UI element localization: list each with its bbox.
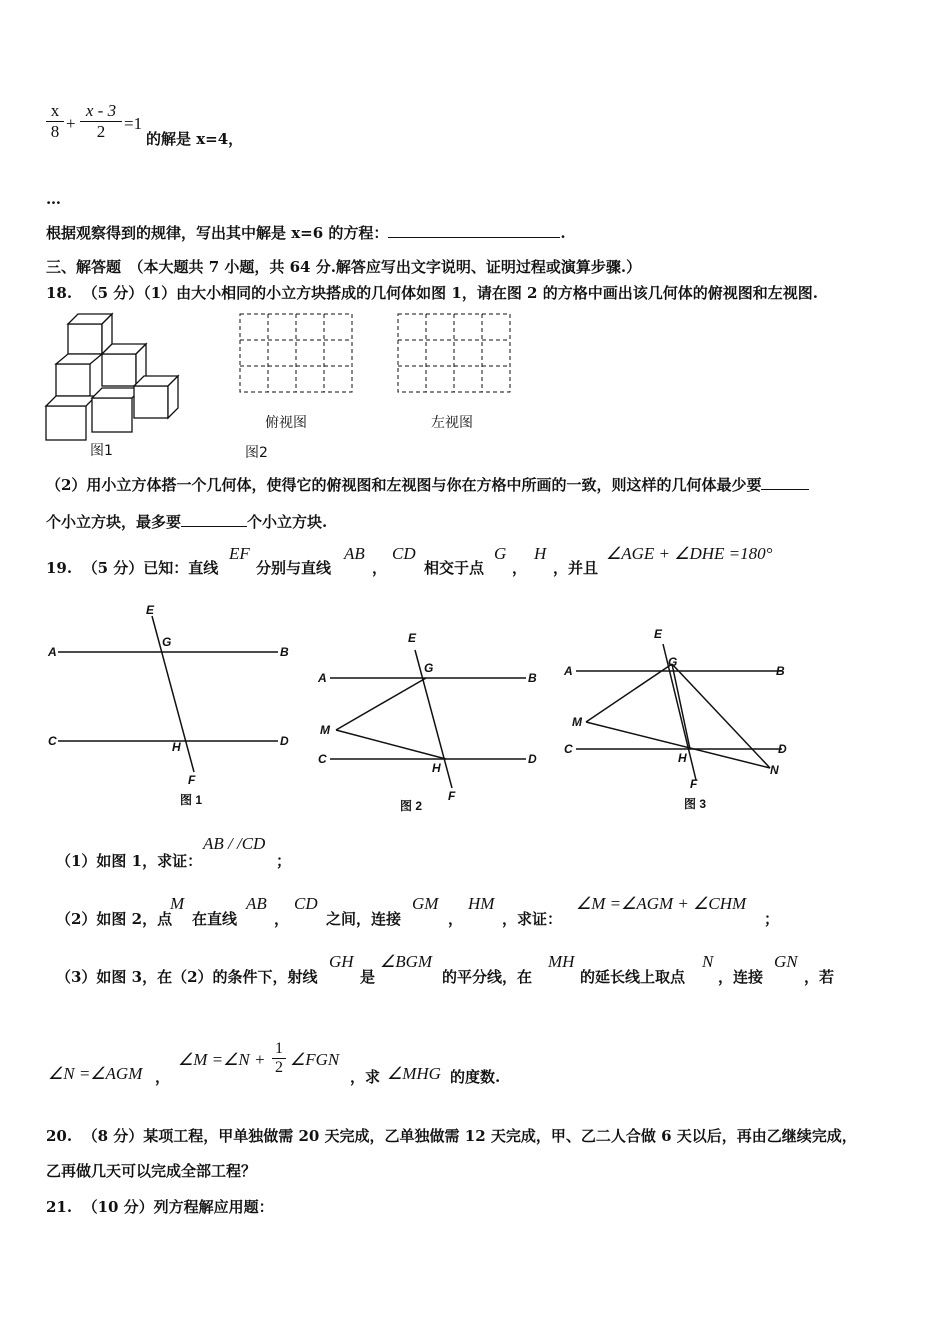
- equals-one: =1: [124, 114, 143, 133]
- answer-blank[interactable]: [388, 237, 560, 238]
- svg-text:A: A: [48, 645, 57, 659]
- fig1-label: 图1: [90, 443, 113, 459]
- math-GH: GH: [329, 952, 354, 971]
- math-MH: MH: [548, 952, 575, 971]
- q19-text: 在直线: [192, 910, 238, 928]
- fig3-caption: 图 3: [684, 797, 707, 811]
- q19-text: ，并且: [553, 559, 599, 577]
- comma: ，: [155, 1068, 171, 1086]
- svg-text:C: C: [318, 752, 327, 766]
- math-EF: EF: [229, 544, 250, 563]
- q18-part2-line1: （2）用小立方体搭一个几何体，使得它的俯视图和左视图与你在方格中所画的一致，则这样的几何体最少要: [46, 474, 809, 495]
- q18-part2-line2: 个小立方块，最多要 个小立方块.: [46, 513, 328, 531]
- svg-text:B: B: [528, 671, 537, 685]
- svg-text:M: M: [572, 715, 582, 729]
- q19-figures: [40, 600, 920, 815]
- svg-text:G: G: [424, 661, 434, 675]
- q19-text: 是: [360, 968, 376, 986]
- math-N-eq-AGM: ∠N =∠AGM: [48, 1064, 143, 1083]
- cube: [92, 398, 132, 432]
- svg-text:F: F: [448, 789, 456, 803]
- svg-text:M: M: [320, 723, 330, 737]
- rule-line: 根据观察得到的规律，写出其中解是 x=6 的方程： .: [46, 224, 566, 242]
- q20-line2: 乙再做几天可以完成全部工程？: [46, 1162, 257, 1180]
- comma: ，: [372, 559, 388, 577]
- fraction-x-over-8: $\frac{x}{8}$: [46, 101, 64, 142]
- fig2-label: 图2: [245, 445, 268, 461]
- math-CD: CD: [294, 894, 318, 913]
- svg-text:B: B: [280, 645, 289, 659]
- math-angle-sum: ∠M =∠AGM + ∠CHM: [576, 894, 747, 913]
- svg-text:F: F: [188, 773, 196, 787]
- q19-text: ，若: [804, 968, 835, 986]
- max-blank[interactable]: [181, 526, 247, 527]
- math-G: G: [494, 544, 507, 563]
- cube: [56, 354, 102, 364]
- cube: [46, 406, 86, 440]
- svg-text:A: A: [564, 664, 573, 678]
- math-CD: CD: [392, 544, 416, 563]
- svg-text:H: H: [678, 751, 687, 765]
- svg-text:E: E: [146, 603, 155, 617]
- cube-figure: [40, 308, 190, 448]
- ellipsis: …: [46, 190, 61, 208]
- math-condition: ∠AGE + ∠DHE =180°: [606, 544, 773, 563]
- math-angle-FGN: ∠FGN: [290, 1050, 340, 1069]
- math-AB: AB: [246, 894, 267, 913]
- svg-text:E: E: [408, 631, 417, 645]
- svg-text:H: H: [432, 761, 441, 775]
- svg-text:G: G: [162, 635, 172, 649]
- q21: 21. （10 分）列方程解应用题：: [46, 1198, 274, 1216]
- q19-number: 19. （5 分）已知：直线: [46, 559, 219, 577]
- min-blank[interactable]: [761, 489, 809, 490]
- math-AB: AB: [344, 544, 365, 563]
- math-GM: GM: [412, 894, 439, 913]
- q19-text: 的度数.: [450, 1068, 501, 1086]
- q18-part1: 18. （5 分）（1）由大小相同的小立方块搭成的几何体如图 1，请在图 2 的方格中画出该几何体的俯视图和左视图.: [46, 284, 818, 302]
- math-M: M: [170, 894, 185, 913]
- q19-text: 相交于点: [424, 559, 485, 577]
- svg-text:E: E: [654, 627, 663, 641]
- math-angle-MHG: ∠MHG: [387, 1064, 441, 1083]
- q20-line1: 20. （8 分）某项工程，甲单独做需 20 天完成，乙单独做需 12 天完成，甲、乙二人合做 6 天以后，再由乙继续完成，: [46, 1127, 857, 1145]
- q19-part2: （2）如图 2，点: [56, 910, 173, 928]
- section-heading: 三、解答题 （本大题共 7 小题，共 64 分.解答应写出文字说明、证明过程或演算步骤.）: [46, 258, 642, 276]
- q19-text: 的延长线上取点: [580, 968, 686, 986]
- svg-text:N: N: [770, 763, 779, 777]
- cube: [134, 386, 168, 418]
- top-view-grid[interactable]: [238, 312, 358, 396]
- svg-text:D: D: [778, 742, 787, 756]
- comma: ，: [448, 910, 464, 928]
- q19-part3: （3）如图 3，在（2）的条件下，射线: [56, 968, 318, 986]
- fig2-caption: 图 2: [400, 799, 423, 813]
- math-AB-parallel-CD: AB / /CD: [203, 834, 266, 853]
- math-M-eq-N: ∠M =∠N +: [178, 1050, 266, 1069]
- top-view-label: 俯视图: [265, 415, 307, 431]
- svg-text:F: F: [690, 777, 698, 791]
- solution-text: 的解是 x=4，: [146, 130, 244, 148]
- svg-text:D: D: [280, 734, 289, 748]
- plus-sign: +: [66, 114, 76, 133]
- comma: ，: [512, 559, 528, 577]
- svg-text:C: C: [48, 734, 57, 748]
- svg-text:G: G: [668, 655, 678, 669]
- q19-text: 之间，连接: [326, 910, 402, 928]
- math-N: N: [702, 952, 714, 971]
- svg-text:D: D: [528, 752, 537, 766]
- cube: [56, 364, 90, 396]
- q19-text: ，求证：: [502, 910, 563, 928]
- math-angle-BGM: ∠BGM: [380, 952, 433, 971]
- cube: [46, 396, 96, 406]
- q19-text: 的平分线，在: [442, 968, 533, 986]
- svg-text:B: B: [776, 664, 785, 678]
- fig1-caption: 图 1: [180, 793, 203, 807]
- fraction-one-half: $\frac{1}{2}$: [272, 1040, 286, 1077]
- cube: [102, 354, 136, 386]
- q19-text: ，求: [350, 1068, 381, 1086]
- math-HM: HM: [468, 894, 495, 913]
- svg-text:C: C: [564, 742, 573, 756]
- left-view-grid[interactable]: [396, 312, 516, 396]
- q19-text: 分别与直线: [256, 559, 332, 577]
- cube: [68, 324, 102, 354]
- svg-text:A: A: [318, 671, 327, 685]
- semicolon: ；: [764, 910, 780, 928]
- math-H: H: [534, 544, 547, 563]
- fraction-x-minus-3-over-2: $\frac{x - 3}{2}$: [80, 101, 122, 142]
- svg-text:H: H: [172, 740, 181, 754]
- math-GN: GN: [774, 952, 798, 971]
- comma: ，: [274, 910, 290, 928]
- q19-part1: （1）如图 1，求证：: [56, 852, 203, 870]
- left-view-label: 左视图: [431, 415, 473, 431]
- semicolon: ；: [276, 852, 292, 870]
- q19-text: ，连接: [718, 968, 764, 986]
